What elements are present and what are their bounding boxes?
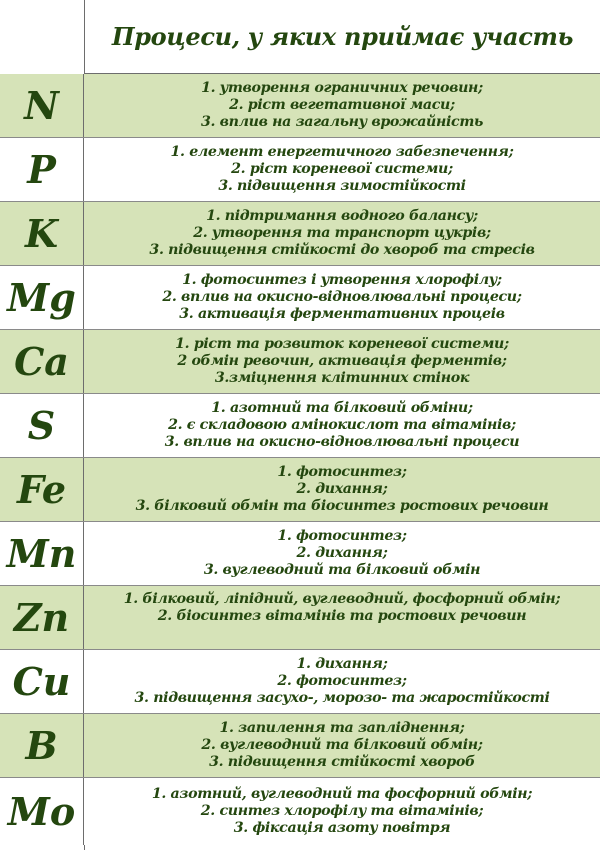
process-item: 3.зміцнення клітинних стінок: [214, 370, 470, 386]
process-item: 1. фотосинтез;: [277, 528, 407, 544]
process-item: 1. фотосинтез і утворення хлорофілу;: [182, 272, 502, 288]
process-item: 2. є складовою амінокислот та вітамінів;: [168, 417, 516, 433]
process-item: 2. фотосинтез;: [277, 673, 407, 689]
table-header: [85, 0, 600, 74]
table-row: [0, 74, 600, 138]
process-item: 1. дихання;: [296, 656, 388, 672]
table-row: [0, 714, 600, 778]
table-row: [0, 266, 600, 330]
process-list: [84, 330, 600, 393]
process-item: 2. вуглеводний та білковий обмін;: [201, 737, 483, 753]
process-item: 1. ріст та розвиток кореневої системи;: [175, 336, 509, 352]
process-item: 1. азотний, вуглеводний та фосфорний обмін;: [151, 786, 533, 802]
process-item: 1. білковий, ліпідний, вуглеводний, фосфорний обмін;: [123, 591, 561, 607]
table-row: [0, 138, 600, 202]
process-item: 3. вуглеводний та білковий обмін: [203, 562, 481, 578]
element-symbol: Mg: [0, 266, 84, 329]
table-row: [0, 778, 600, 845]
process-item: 3. підвищення стійкості до хвороб та стресів: [149, 242, 535, 258]
element-symbol: Zn: [0, 586, 84, 649]
table-row: [0, 458, 600, 522]
element-symbol: S: [0, 394, 84, 457]
element-symbol: Cu: [0, 650, 84, 713]
process-item: 2. синтез хлорофілу та вітамінів;: [200, 803, 484, 819]
process-item: 1. азотний та білковий обміни;: [211, 400, 473, 416]
process-list: [84, 266, 600, 329]
process-item: 3. вплив на окисно-відновлювальні процеси: [164, 434, 520, 450]
table-body: [0, 74, 600, 845]
process-list: [84, 714, 600, 777]
element-symbol: Ca: [0, 330, 84, 393]
table-row: [0, 202, 600, 266]
process-item: 2. утворення та транспорт цукрів;: [193, 225, 491, 241]
process-item: 3. активація ферментативних процеів: [179, 306, 505, 322]
process-list: [84, 74, 600, 137]
process-list: [84, 202, 600, 265]
table-row: [0, 650, 600, 714]
process-list: [84, 778, 600, 845]
process-item: 2. ріст кореневої системи;: [231, 161, 453, 177]
process-item: 2. дихання;: [296, 481, 388, 497]
process-item: 3. підвищення зимостійкості: [218, 178, 466, 194]
element-symbol: Mn: [0, 522, 84, 585]
element-symbol: N: [0, 74, 84, 137]
header-title: Процеси, у яких приймає участь: [111, 22, 574, 51]
element-symbol: P: [0, 138, 84, 201]
process-item: 2. ріст вегетативної маси;: [229, 97, 455, 113]
process-list: [84, 586, 600, 649]
table-row: [0, 586, 600, 650]
process-item: 2. вплив на окисно-відновлювальні процеси;: [162, 289, 522, 305]
table-row: [0, 330, 600, 394]
process-item: 3. підвищення стійкості хвороб: [209, 754, 475, 770]
process-item: 1. утворення ограничних речовин;: [201, 80, 483, 96]
process-item: 3. фіксація азоту повітря: [233, 820, 451, 836]
process-item: 3. вплив на загальну врожайність: [200, 114, 484, 130]
element-symbol: Fe: [0, 458, 84, 521]
element-symbol: Mo: [0, 778, 84, 845]
process-list: [84, 138, 600, 201]
process-item: 1. запилення та запліднення;: [219, 720, 465, 736]
process-item: 1. елемент енергетичного забезпечення;: [170, 144, 514, 160]
process-item: 2. дихання;: [296, 545, 388, 561]
process-item: 1. фотосинтез;: [277, 464, 407, 480]
process-item: 3. білковий обмін та біосинтез ростових речовин: [135, 498, 549, 514]
table-row: [0, 522, 600, 586]
process-item: 3. підвищення засухо-, морозо- та жаростійкості: [134, 690, 550, 706]
process-item: 1. підтримання водного балансу;: [206, 208, 478, 224]
process-item: 2 обмін ревочин, активація ферментів;: [177, 353, 507, 369]
process-list: [84, 522, 600, 585]
element-symbol: K: [0, 202, 84, 265]
process-item: 2. біосинтез вітамінів та ростових речовин: [157, 608, 527, 624]
process-list: [84, 650, 600, 713]
process-list: [84, 458, 600, 521]
table-row: [0, 394, 600, 458]
process-list: [84, 394, 600, 457]
element-symbol: B: [0, 714, 84, 777]
